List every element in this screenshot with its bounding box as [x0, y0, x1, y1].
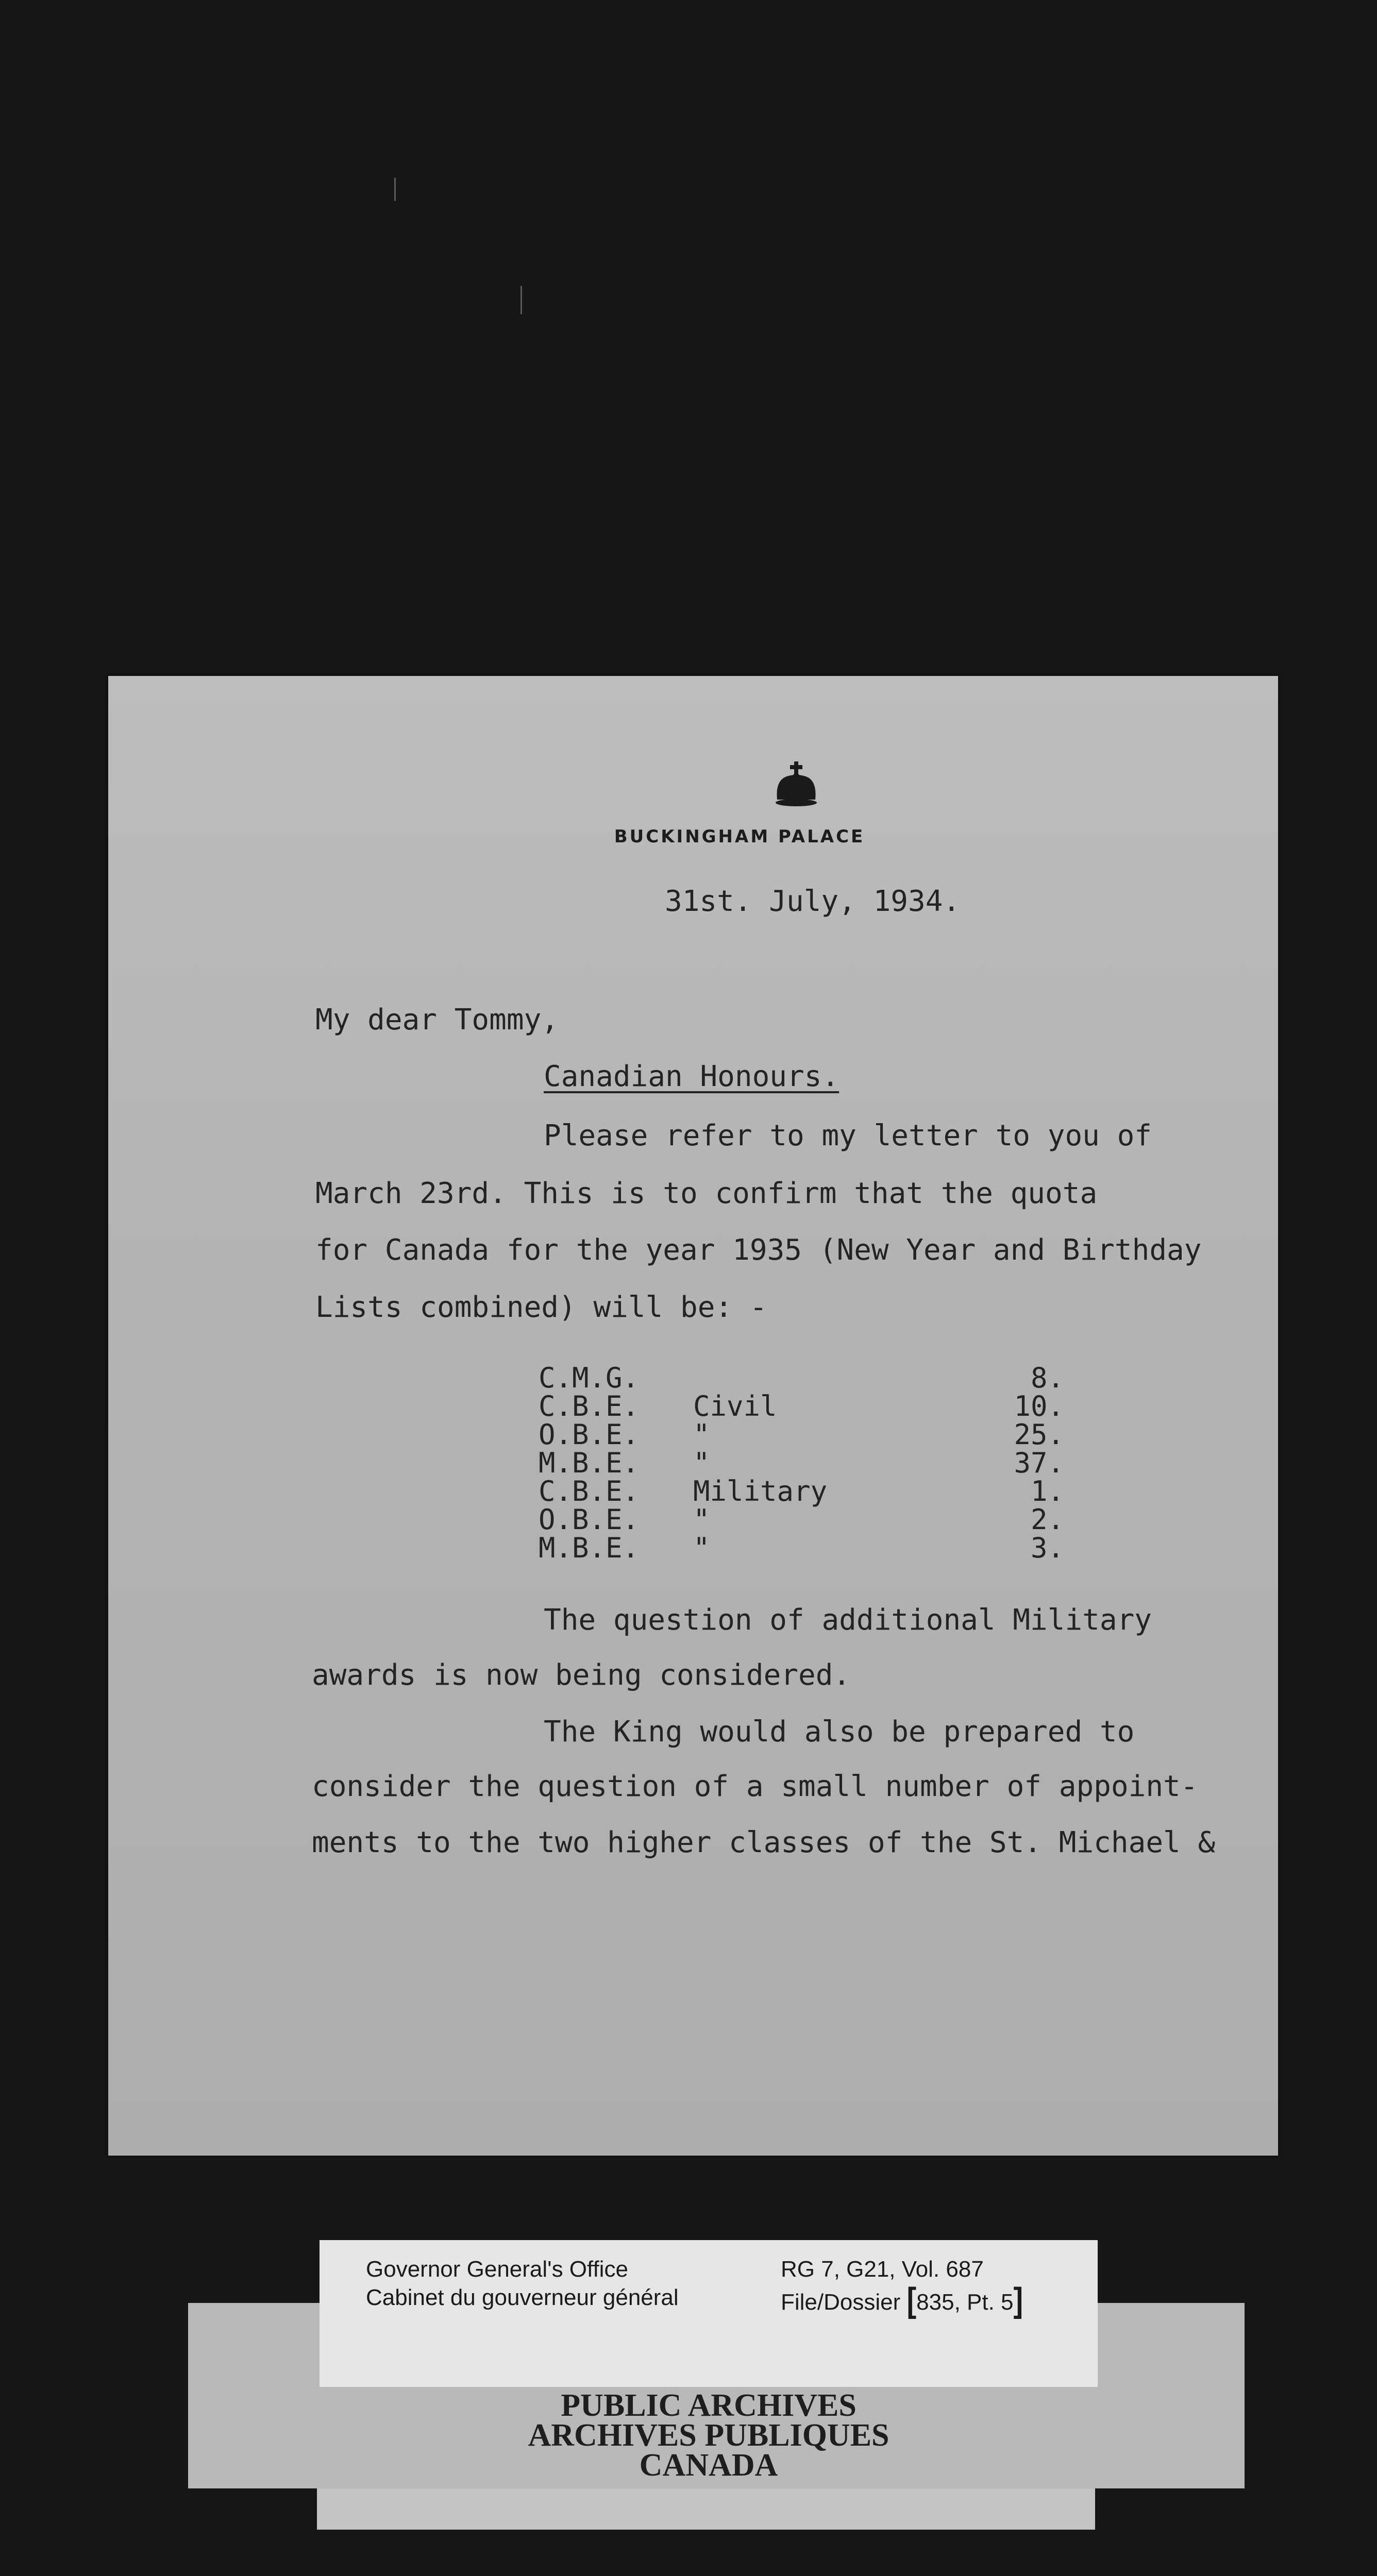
- honour-class: C.B.E.: [539, 1390, 640, 1422]
- paragraph-3-line: The King would also be prepared to: [544, 1715, 1135, 1749]
- paragraph-1-line: March 23rd. This is to confirm that the quota: [315, 1177, 1098, 1210]
- honour-class: C.M.G.: [539, 1362, 640, 1394]
- film-scratch: [520, 286, 522, 314]
- stamp-line: ARCHIVES PUBLIQUES: [528, 2418, 889, 2453]
- honour-class: C.B.E.: [539, 1475, 640, 1507]
- film-scratch: [394, 178, 396, 201]
- honour-type: [693, 1364, 982, 1392]
- bracket-close-icon: ]: [1013, 2280, 1023, 2319]
- crown-icon: [773, 758, 819, 807]
- honour-quota: 10.: [1014, 1390, 1064, 1422]
- file-dossier-number: 835, Pt. 5: [916, 2290, 1014, 2315]
- salutation: My dear Tommy,: [315, 1003, 559, 1037]
- honour-type: ": [693, 1532, 710, 1564]
- stamp-line: PUBLIC ARCHIVES: [561, 2388, 857, 2423]
- letter-sheet: [108, 676, 1278, 2156]
- honour-quota: 3.: [1030, 1532, 1064, 1564]
- honours-row: [539, 1449, 1064, 1477]
- letterhead: BUCKINGHAM PALACE: [614, 826, 865, 847]
- honour-type: ": [693, 1418, 710, 1451]
- honour-type: Military: [693, 1475, 828, 1507]
- honours-quota-table: [539, 1364, 1064, 1562]
- honour-quota: 25.: [1014, 1418, 1064, 1451]
- honours-row: [539, 1477, 1064, 1505]
- honours-row: [539, 1364, 1064, 1392]
- honour-quota: 2.: [1030, 1503, 1064, 1536]
- honours-row: [539, 1534, 1064, 1562]
- archive-label-strip: [317, 2488, 1095, 2530]
- paragraph-2-line: awards is now being considered.: [312, 1658, 851, 1692]
- honour-class: O.B.E.: [539, 1418, 640, 1451]
- paragraph-2-line: The question of additional Military: [544, 1603, 1152, 1637]
- honour-type: ": [693, 1447, 710, 1479]
- honours-row: [539, 1392, 1064, 1420]
- honours-row: [539, 1420, 1064, 1449]
- office-name-en: Governor General's Office: [366, 2257, 628, 2282]
- stamp-line: CANADA: [639, 2448, 778, 2483]
- file-dossier-prefix: File/Dossier: [781, 2290, 901, 2315]
- file-dossier-line: [781, 2280, 1023, 2319]
- honours-row: [539, 1505, 1064, 1534]
- honour-type: Civil: [693, 1390, 777, 1422]
- archive-reference: RG 7, G21, Vol. 687: [781, 2257, 984, 2282]
- honour-class: M.B.E.: [539, 1447, 640, 1479]
- archive-label-card: [320, 2240, 1098, 2387]
- honour-class: M.B.E.: [539, 1532, 640, 1564]
- honour-class: O.B.E.: [539, 1503, 640, 1536]
- paragraph-1-line: Lists combined) will be: -: [315, 1291, 767, 1324]
- honour-quota: 1.: [1030, 1475, 1064, 1507]
- honour-quota: 8.: [1030, 1362, 1064, 1394]
- public-archives-stamp: [320, 2388, 1098, 2483]
- office-name-fr: Cabinet du gouverneur général: [366, 2285, 679, 2310]
- subject-heading: Canadian Honours.: [544, 1060, 839, 1093]
- honour-type: ": [693, 1503, 710, 1536]
- letter-date: 31st. July, 1934.: [665, 885, 961, 918]
- bracket-open-icon: [: [906, 2280, 917, 2319]
- paragraph-3-line: ments to the two higher classes of the St. Michael &: [312, 1826, 1216, 1859]
- honour-quota: 37.: [1014, 1447, 1064, 1479]
- paragraph-3-line: consider the question of a small number of appoint-: [312, 1770, 1198, 1803]
- paragraph-1-line: for Canada for the year 1935 (New Year and Birthday: [315, 1233, 1202, 1267]
- paragraph-1-line: Please refer to my letter to you of: [544, 1119, 1152, 1153]
